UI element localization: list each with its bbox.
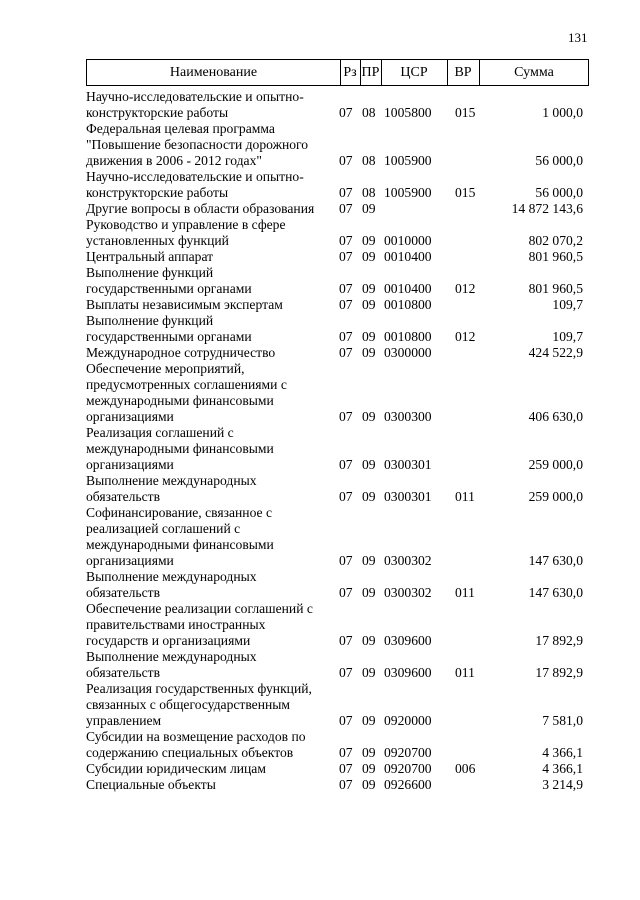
row-name-line: Международное сотрудничество — [86, 345, 276, 360]
row-rz: 07 — [339, 329, 353, 344]
row-rz: 07 — [339, 489, 353, 504]
row-sum: 801 960,5 — [528, 281, 583, 296]
row-vr: 011 — [455, 665, 475, 680]
row-name-line: обязательств — [86, 489, 161, 504]
row-vr: 011 — [455, 585, 475, 600]
row-csr: 0920000 — [384, 713, 432, 728]
row-csr: 0926600 — [384, 777, 432, 792]
row-name-line: Федеральная целевая программа — [86, 121, 275, 136]
row-name — [86, 761, 329, 777]
table-row — [86, 121, 589, 169]
row-csr: 1005900 — [384, 153, 432, 168]
row-name-line: международными финансовыми — [86, 393, 274, 408]
row-vr: 012 — [455, 281, 476, 296]
row-name — [86, 297, 329, 313]
row-pr: 09 — [362, 233, 376, 248]
row-name-line: конструкторские работы — [86, 185, 229, 200]
row-pr: 09 — [362, 713, 376, 728]
row-name-line: содержанию специальных объектов — [86, 745, 294, 760]
table-row — [86, 361, 589, 425]
row-name-line: международными финансовыми — [86, 441, 274, 456]
row-name-line: обязательств — [86, 665, 161, 680]
table-row — [86, 649, 589, 681]
row-name-line: правительствами иностранных — [86, 617, 266, 632]
table-row — [86, 729, 589, 761]
row-rz: 07 — [339, 777, 353, 792]
row-csr: 0920700 — [384, 761, 432, 776]
row-pr: 09 — [362, 489, 376, 504]
header-vr: ВР — [454, 64, 472, 80]
row-name-line: Софинансирование, связанное с — [86, 505, 272, 520]
row-vr: 015 — [455, 105, 476, 120]
row-rz: 07 — [339, 665, 353, 680]
row-pr: 09 — [362, 297, 376, 312]
row-name — [86, 681, 329, 729]
row-name-line: Научно-исследовательские и опытно- — [86, 89, 304, 104]
row-name — [86, 201, 329, 217]
table-row — [86, 345, 589, 361]
table-header — [86, 59, 589, 86]
row-name-line: Выполнение международных — [86, 569, 257, 584]
row-name-line: Специальные объекты — [86, 777, 216, 792]
row-name-line: Другие вопросы в области образования — [86, 201, 315, 216]
row-rz: 07 — [339, 185, 353, 200]
page-number: 131 — [568, 30, 588, 45]
row-pr: 09 — [362, 281, 376, 296]
row-csr: 0010400 — [384, 281, 432, 296]
table-row — [86, 425, 589, 473]
row-name-line: движения в 2006 - 2012 годах" — [86, 153, 262, 168]
row-name — [86, 121, 329, 169]
row-name — [86, 425, 329, 473]
row-rz: 07 — [339, 633, 353, 648]
row-name-line: Центральный аппарат — [86, 249, 214, 264]
table-row — [86, 217, 589, 249]
row-name-line: Выполнение международных — [86, 649, 257, 664]
row-sum: 147 630,0 — [528, 585, 583, 600]
row-rz: 07 — [339, 249, 353, 264]
row-csr: 0300000 — [384, 345, 432, 360]
row-name-line: государственными органами — [86, 281, 252, 296]
row-rz: 07 — [339, 409, 353, 424]
row-vr: 012 — [455, 329, 476, 344]
row-pr: 09 — [362, 777, 376, 792]
row-rz: 07 — [339, 281, 353, 296]
row-name — [86, 569, 329, 601]
table-body — [86, 89, 589, 793]
row-name-line: организациями — [86, 409, 174, 424]
row-name-line: международными финансовыми — [86, 537, 274, 552]
row-name-line: Выполнение международных — [86, 473, 257, 488]
row-pr: 09 — [362, 345, 376, 360]
row-csr: 0010800 — [384, 297, 432, 312]
row-pr: 08 — [362, 185, 376, 200]
row-name-line: установленных функций — [86, 233, 229, 248]
row-sum: 14 872 143,6 — [511, 201, 583, 216]
row-name-line: Реализация государственных функций, — [86, 681, 312, 696]
row-name — [86, 361, 329, 425]
row-pr: 09 — [362, 409, 376, 424]
row-name-line: управлением — [86, 713, 162, 728]
row-rz: 07 — [339, 553, 353, 568]
row-pr: 09 — [362, 585, 376, 600]
row-pr: 09 — [362, 665, 376, 680]
row-name-line: реализацией соглашений с — [86, 521, 241, 536]
row-rz: 07 — [339, 585, 353, 600]
row-pr: 09 — [362, 329, 376, 344]
table-row — [86, 89, 589, 121]
row-name — [86, 265, 329, 297]
row-csr: 0010000 — [384, 233, 432, 248]
table-row — [86, 265, 589, 297]
row-sum: 1 000,0 — [542, 105, 583, 120]
header-pr: ПР — [361, 64, 380, 80]
row-name-line: организациями — [86, 553, 174, 568]
row-name-line: Выполнение функций — [86, 265, 214, 280]
row-name-line: Выплаты независимым экспертам — [86, 297, 283, 312]
row-rz: 07 — [339, 345, 353, 360]
row-csr: 1005900 — [384, 185, 432, 200]
row-name — [86, 601, 329, 649]
table-row — [86, 249, 589, 265]
header-name: Наименование — [169, 64, 258, 80]
row-csr: 0300302 — [384, 585, 432, 600]
table-row — [86, 297, 589, 313]
row-rz: 07 — [339, 297, 353, 312]
row-pr: 09 — [362, 249, 376, 264]
row-name — [86, 313, 329, 345]
row-sum: 56 000,0 — [535, 185, 583, 200]
table-row — [86, 777, 589, 793]
row-rz: 07 — [339, 105, 353, 120]
row-name-line: государственными органами — [86, 329, 252, 344]
row-sum: 17 892,9 — [535, 665, 583, 680]
row-name — [86, 345, 329, 361]
row-sum: 4 366,1 — [542, 745, 583, 760]
row-name-line: Субсидии юридическим лицам — [86, 761, 266, 776]
table-row — [86, 601, 589, 649]
row-sum: 801 960,5 — [528, 249, 583, 264]
row-sum: 259 000,0 — [528, 489, 583, 504]
row-rz: 07 — [339, 761, 353, 776]
row-name — [86, 649, 329, 681]
row-csr: 0010800 — [384, 329, 432, 344]
row-csr: 0309600 — [384, 633, 432, 648]
row-pr: 09 — [362, 761, 376, 776]
row-sum: 17 892,9 — [535, 633, 583, 648]
row-pr: 09 — [362, 745, 376, 760]
row-sum: 3 214,9 — [542, 777, 583, 792]
table-row — [86, 505, 589, 569]
table-row — [86, 313, 589, 345]
row-csr: 0010400 — [384, 249, 432, 264]
row-csr: 1005800 — [384, 105, 432, 120]
row-vr: 015 — [455, 185, 476, 200]
row-name — [86, 505, 329, 569]
row-sum: 406 630,0 — [528, 409, 583, 424]
row-vr: 006 — [455, 761, 476, 776]
row-sum: 56 000,0 — [535, 153, 583, 168]
row-rz: 07 — [339, 233, 353, 248]
row-name-line: конструкторские работы — [86, 105, 229, 120]
row-csr: 0300301 — [384, 489, 432, 504]
row-rz: 07 — [339, 457, 353, 472]
row-csr: 0300301 — [384, 457, 432, 472]
row-name-line: связанных с общегосударственным — [86, 697, 290, 712]
table-row — [86, 681, 589, 729]
row-name-line: обязательств — [86, 585, 161, 600]
row-sum: 4 366,1 — [542, 761, 583, 776]
row-rz: 07 — [339, 745, 353, 760]
row-pr: 08 — [362, 153, 376, 168]
row-name — [86, 473, 329, 505]
row-name-line: "Повышение безопасности дорожного — [86, 137, 309, 152]
row-sum: 7 581,0 — [542, 713, 583, 728]
row-name — [86, 777, 329, 793]
row-rz: 07 — [339, 201, 353, 216]
row-name — [86, 729, 329, 761]
row-name-line: предусмотренных соглашениями с — [86, 377, 287, 392]
row-name-line: Субсидии на возмещение расходов по — [86, 729, 306, 744]
table-row — [86, 569, 589, 601]
row-pr: 09 — [362, 201, 376, 216]
row-rz: 07 — [339, 713, 353, 728]
row-sum: 259 000,0 — [528, 457, 583, 472]
row-name-line: Научно-исследовательские и опытно- — [86, 169, 304, 184]
row-name-line: Руководство и управление в сфере — [86, 217, 286, 232]
header-sum: Сумма — [514, 64, 554, 80]
header-csr: ЦСР — [400, 64, 428, 80]
row-sum: 109,7 — [552, 329, 583, 344]
table-row — [86, 473, 589, 505]
row-sum: 802 070,2 — [528, 233, 583, 248]
row-sum: 147 630,0 — [528, 553, 583, 568]
row-rz: 07 — [339, 153, 353, 168]
table-row — [86, 761, 589, 777]
row-csr: 0300300 — [384, 409, 432, 424]
row-pr: 09 — [362, 633, 376, 648]
row-name — [86, 217, 329, 249]
row-name-line: Выполнение функций — [86, 313, 214, 328]
row-name — [86, 169, 329, 201]
table-row — [86, 201, 589, 217]
row-sum: 424 522,9 — [528, 345, 583, 360]
row-name-line: Обеспечение мероприятий, — [86, 361, 245, 376]
row-vr: 011 — [455, 489, 475, 504]
row-name — [86, 89, 329, 121]
row-name-line: Обеспечение реализации соглашений с — [86, 601, 313, 616]
row-name-line: организациями — [86, 457, 174, 472]
row-name-line: Реализация соглашений с — [86, 425, 234, 440]
row-name — [86, 249, 329, 265]
row-csr: 0309600 — [384, 665, 432, 680]
row-csr: 0300302 — [384, 553, 432, 568]
table-row — [86, 169, 589, 201]
row-pr: 09 — [362, 553, 376, 568]
row-csr: 0920700 — [384, 745, 432, 760]
row-sum: 109,7 — [552, 297, 583, 312]
row-name-line: государств и организациями — [86, 633, 251, 648]
row-pr: 08 — [362, 105, 376, 120]
header-rz: Рз — [343, 64, 357, 80]
row-pr: 09 — [362, 457, 376, 472]
